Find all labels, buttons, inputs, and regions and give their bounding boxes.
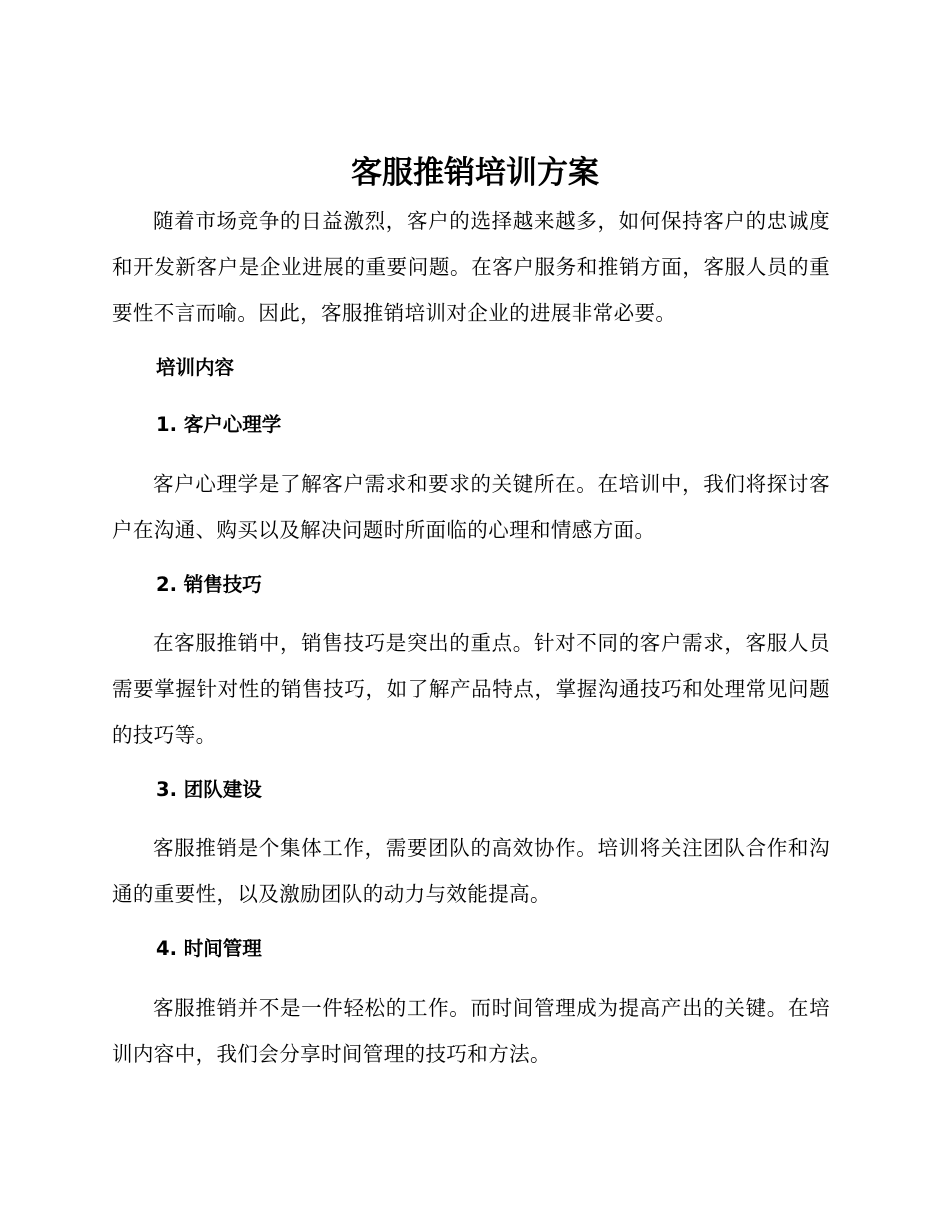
item-body-team-building: 客服推销是个集体工作，需要团队的高效协作。培训将关注团队合作和沟通的重要性，以及激励团队的动力与效能提高。 xyxy=(112,836,830,906)
item-body-psychology: 客户心理学是了解客户需求和要求的关键所在。在培训中，我们将探讨客户在沟通、购买以及解决问题时所面临的心理和情感方面。 xyxy=(112,472,830,542)
item-heading-sales-skills: 2. 销售技巧 xyxy=(156,573,262,596)
item-body-sales-skills: 在客服推销中，销售技巧是突出的重点。针对不同的客户需求，客服人员需要掌握针对性的销售技巧，如了解产品特点，掌握沟通技巧和处理常见问题的技巧等。 xyxy=(112,631,830,747)
document-title: 客服推销培训方案 xyxy=(351,155,599,191)
intro-paragraph: 随着市场竞争的日益激烈，客户的选择越来越多，如何保持客户的忠诚度和开发新客户是企业进展的重要问题。在客户服务和推销方面，客服人员的重要性不言而喻。因此，客服推销培训对企业的进展非常必要。 xyxy=(112,209,830,325)
item-body-time-management: 客服推销并不是一件轻松的工作。而时间管理成为提高产出的关键。在培训内容中，我们会分享时间管理的技巧和方法。 xyxy=(112,996,830,1066)
item-heading-time-management: 4. 时间管理 xyxy=(156,937,262,960)
item-heading-psychology: 1. 客户心理学 xyxy=(156,413,282,436)
section-heading: 培训内容 xyxy=(156,356,235,379)
item-heading-team-building: 3. 团队建设 xyxy=(156,778,262,801)
